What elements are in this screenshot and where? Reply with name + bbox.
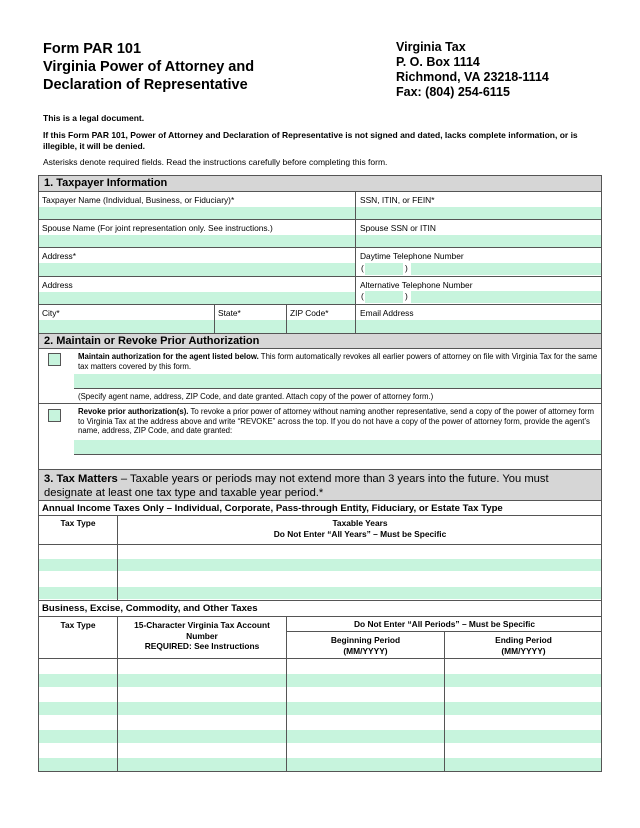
- maintain-checkbox[interactable]: [48, 353, 61, 366]
- agency-po-box: P. O. Box 1114: [396, 55, 480, 69]
- ending-period-title: Ending Period: [495, 635, 552, 645]
- annual-column-divider: [117, 544, 118, 600]
- account-number-title: 15-Character Virginia Tax Account Number: [134, 620, 270, 641]
- section-1-heading: 1. Taxpayer Information: [38, 175, 602, 192]
- annual-income-heading: Annual Income Taxes Only – Individual, Corporate, Pass-through Entity, Fiduciary, or Estate Tax Type: [42, 503, 503, 514]
- agency-address: [396, 40, 549, 100]
- beginning-period-format: (MM/YYYY): [343, 646, 388, 656]
- form-number: Form PAR 101: [43, 41, 142, 57]
- area-code-open: (: [361, 263, 364, 273]
- address-line-2-field[interactable]: [39, 292, 355, 304]
- row-divider: [38, 515, 602, 516]
- address-label: Address: [42, 280, 73, 290]
- row-divider: [286, 631, 602, 632]
- form-title-line-2: Virginia Power of Attorney and: [43, 59, 255, 75]
- annual-row-fill[interactable]: [39, 587, 601, 599]
- ssn-label: SSN, ITIN, or FEIN*: [360, 195, 435, 205]
- taxable-years-header: [118, 518, 602, 540]
- spouse-ssn-label: Spouse SSN or ITIN: [360, 223, 436, 233]
- business-col-divider-2: [286, 658, 287, 772]
- business-row-fill[interactable]: [39, 730, 601, 743]
- row-divider: [38, 658, 602, 659]
- zip-field[interactable]: [287, 320, 355, 333]
- section-3-title: 3. Tax Matters: [44, 473, 118, 485]
- daytime-phone-label: Daytime Telephone Number: [360, 251, 464, 261]
- beginning-period-title: Beginning Period: [330, 635, 401, 645]
- spouse-name-label: Spouse Name (For joint representation only. See instructions.): [42, 223, 273, 233]
- business-row-fill[interactable]: [39, 758, 601, 771]
- account-number-header: [118, 620, 286, 652]
- row-divider: [74, 388, 602, 389]
- row-divider: [38, 276, 602, 277]
- form-title-line-3: Declaration of Representative: [43, 77, 248, 93]
- daytime-area-code-field[interactable]: [365, 263, 403, 275]
- ending-period-format: (MM/YYYY): [501, 646, 546, 656]
- tax-type-header: Tax Type: [60, 518, 96, 528]
- state-label: State*: [218, 308, 241, 318]
- agency-fax: Fax: (804) 254-6115: [396, 85, 510, 99]
- address-required-label: Address*: [42, 251, 76, 261]
- area-code-close: ): [405, 291, 408, 301]
- revoke-checkbox[interactable]: [48, 409, 61, 422]
- section-3-heading: [38, 469, 602, 501]
- row-divider: [38, 219, 602, 220]
- form-title: [43, 40, 254, 94]
- ending-period-header: [445, 635, 602, 657]
- section-2-right-border: [601, 349, 602, 469]
- maintain-description: This form automatically revokes all earlier powers of attorney on file with Virginia Tax for the same tax matters covered by this form.: [78, 352, 598, 371]
- business-row-fill[interactable]: [39, 702, 601, 715]
- denial-notice: If this Form PAR 101, Power of Attorney and Declaration of Representative is not signed and dated, lacks complete information, or is illegible, it will be denied.: [43, 130, 578, 151]
- city-field[interactable]: [39, 320, 214, 333]
- row-divider: [38, 544, 602, 545]
- section-2-heading: 2. Maintain or Revoke Prior Authorization: [38, 333, 602, 349]
- city-label: City*: [42, 308, 60, 318]
- row-divider: [38, 247, 602, 248]
- taxable-years-title: Taxable Years: [332, 518, 388, 528]
- table-bottom-border: [38, 771, 602, 772]
- spouse-name-field[interactable]: [39, 235, 355, 247]
- revoke-agent-field[interactable]: [74, 440, 601, 454]
- section-2-left-border: [38, 349, 39, 469]
- row-divider: [74, 454, 602, 455]
- revoke-bold: Revoke prior authorization(s).: [78, 407, 189, 416]
- email-label: Email Address: [360, 308, 414, 318]
- ssn-field[interactable]: [356, 207, 601, 219]
- row-divider: [38, 616, 602, 617]
- row-divider: [38, 600, 602, 601]
- spouse-ssn-field[interactable]: [356, 235, 601, 247]
- no-all-years-note: Do Not Enter “All Years” – Must be Specific: [273, 529, 447, 539]
- agency-city: Richmond, VA 23218-1114: [396, 70, 549, 84]
- beginning-period-header: [287, 635, 444, 657]
- business-row-fill[interactable]: [39, 674, 601, 687]
- business-col-divider-3: [444, 658, 445, 772]
- annual-row-fill[interactable]: [39, 559, 601, 571]
- business-col-divider-1: [117, 658, 118, 772]
- business-taxes-heading: Business, Excise, Commodity, and Other Taxes: [42, 603, 258, 614]
- taxpayer-name-label: Taxpayer Name (Individual, Business, or Fiduciary)*: [42, 195, 235, 205]
- address-field[interactable]: [39, 263, 355, 276]
- state-field[interactable]: [215, 320, 286, 333]
- maintain-bold: Maintain authorization for the agent listed below.: [78, 352, 259, 361]
- area-code-open: (: [361, 291, 364, 301]
- maintain-text: [78, 352, 598, 371]
- row-divider: [38, 403, 602, 404]
- email-field[interactable]: [356, 320, 601, 333]
- zip-label: ZIP Code*: [290, 308, 329, 318]
- specify-note: (Specify agent name, address, ZIP Code, and date granted. Attach copy of the power of attorney form.): [78, 392, 434, 401]
- revoke-text: [78, 407, 600, 436]
- daytime-phone-field[interactable]: [411, 263, 601, 275]
- account-required-note: REQUIRED: See Instructions: [144, 641, 260, 651]
- agency-name: Virginia Tax: [396, 40, 466, 54]
- section-3-description: – Taxable years or periods may not extend more than 3 years into the future. You must designate at least one tax type and taxable year period.*: [44, 473, 549, 499]
- agent-info-field[interactable]: [74, 374, 601, 388]
- legal-notice: This is a legal document.: [43, 113, 145, 123]
- alt-area-code-field[interactable]: [365, 291, 403, 303]
- asterisk-notice: Asterisks denote required fields. Read the instructions carefully before completing this form.: [43, 157, 388, 167]
- row-divider: [38, 304, 602, 305]
- revoke-description: To revoke a prior power of attorney without naming another representative, send a copy of the power of attorney form to Virginia Tax at the address above and write “REVOKE” across the top. If you do not have a copy of the power of attorney form, provide the agent’s name, address, ZIP Code, and date granted:: [78, 407, 595, 436]
- area-code-close: ): [405, 263, 408, 273]
- alt-phone-label: Alternative Telephone Number: [360, 280, 473, 290]
- tax-type-header-2: Tax Type: [60, 620, 96, 630]
- section-1-right-border: [601, 192, 602, 333]
- no-all-periods-header: Do Not Enter “All Periods” – Must be Specific: [353, 619, 536, 629]
- taxpayer-name-field[interactable]: [39, 207, 355, 219]
- alt-phone-field[interactable]: [411, 291, 601, 303]
